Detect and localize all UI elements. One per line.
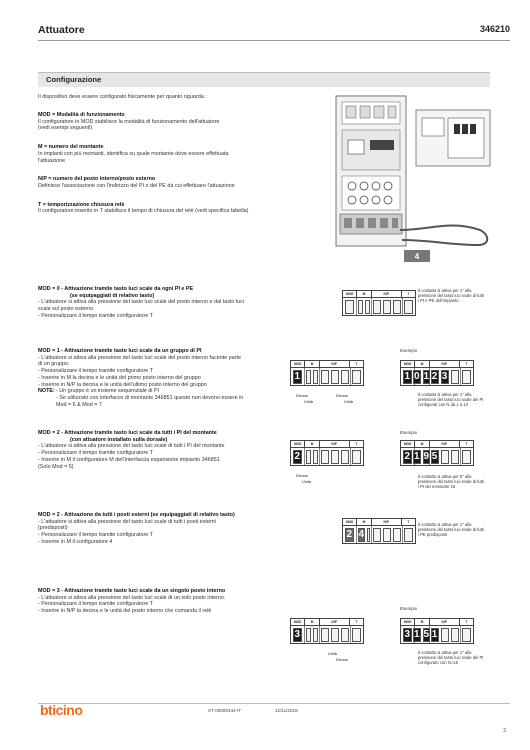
block-3-text — [38, 512, 278, 546]
b2-col-m: M — [305, 441, 319, 447]
block-line: - Personalizzare il tempo tramite configuratore T — [38, 601, 153, 608]
document-number: ST-00000444-IT — [208, 708, 242, 713]
b2-slot — [321, 450, 329, 464]
block-line: scale sul posto esterno. — [38, 306, 95, 313]
b0-col-mod: MOD — [343, 291, 357, 297]
b2ex-cell — [430, 448, 461, 465]
b1-slot — [306, 370, 311, 384]
page-number: 2 — [503, 728, 506, 734]
def-np-line: Definisce l'associazione con l'indirizzo del PI o del PE da cui effettuare l'attuazione — [38, 182, 235, 189]
b1ex-slot — [462, 370, 471, 384]
b1-cell — [291, 368, 305, 385]
b4ex-col-t: T — [465, 620, 468, 624]
block-note — [418, 288, 498, 304]
b4-slot — [306, 628, 311, 642]
b2-table-header — [291, 441, 363, 448]
b4ex-digit: 5 — [423, 628, 430, 640]
b4-slot — [352, 628, 361, 642]
b0-table-header — [343, 291, 415, 298]
b2-col-np: N/P — [320, 441, 350, 447]
b4-col-m: M — [305, 619, 319, 625]
b4-slot — [341, 628, 349, 642]
b2-slot — [313, 450, 318, 464]
b3-col-mod: MOD — [343, 519, 357, 525]
arrow-label: Unità — [328, 652, 337, 656]
b2ex-col-np: N/P — [430, 441, 460, 447]
b4ex-table-header — [401, 619, 473, 626]
footer-divider — [38, 703, 510, 704]
b0-cell — [343, 298, 357, 315]
b1-col-t: T — [355, 362, 358, 366]
b4ex-cell — [415, 626, 430, 643]
b2ex-slot — [451, 450, 459, 464]
block-note — [418, 522, 498, 538]
note-line: configurato con N=15 — [418, 660, 458, 666]
b3-table-header — [343, 519, 415, 526]
b0-slot — [393, 300, 401, 314]
b3-digit: 4 — [358, 528, 365, 540]
b4-table-body — [291, 626, 363, 643]
note-line: pressione del tasto luci scale di tutti — [418, 527, 484, 533]
b3-slot — [367, 528, 369, 542]
b0-slot — [383, 300, 391, 314]
block-line: (predisposti) — [38, 525, 68, 532]
block-1-text — [38, 348, 278, 408]
b3-slot — [373, 528, 381, 542]
def-t-title: T = temporizzazione chiusura relè — [38, 201, 125, 208]
def-m-line: In impianti con più montanti, identifica su quale montante deve essere effettuata — [38, 150, 229, 157]
b2ex-table-body — [401, 448, 473, 465]
b1-table-header — [291, 361, 363, 368]
b2ex-col-mod: MOD — [401, 441, 415, 447]
b2-cell — [320, 448, 351, 465]
note-line: - Se utilizzato con interfacce di montante 346851 questo non devono essere in — [56, 394, 244, 401]
block-title: MOD = 0 - Attivazione tramite tasto luci scale da ogni PI e PE — [38, 286, 194, 292]
b1-slot — [331, 370, 339, 384]
note-line: Il contatto si attiva per 1" alla — [418, 392, 472, 397]
b2-slot — [306, 450, 311, 464]
b1ex-digit: 1 — [423, 370, 430, 382]
b4ex-digit: 1 — [431, 628, 438, 640]
b1-slot — [313, 370, 318, 384]
arrow-label: Decine — [336, 394, 348, 398]
note-line: Il contatto si attiva per 1" alla — [418, 522, 472, 527]
b2ex-digit: 5 — [431, 450, 438, 462]
b3-col-m: M — [357, 519, 371, 525]
definitions — [38, 112, 328, 215]
b2-cell — [305, 448, 320, 465]
b4ex-digit: 1 — [413, 628, 420, 640]
note-line: Il contatto si attiva per 5" alla — [418, 474, 472, 479]
block-line: - L'attuatore si attiva alla pressione del tasto luci scale di tutti i PI del montante — [38, 443, 225, 450]
b1ex-table — [400, 360, 474, 386]
b2-cell — [351, 448, 364, 465]
note-line: Mod = 6 & Mod = 7 — [56, 401, 102, 408]
b4-cell — [320, 626, 351, 643]
b2ex-digit: 1 — [413, 450, 420, 462]
b1ex-digit: 1 — [404, 370, 411, 382]
b1-slot — [341, 370, 349, 384]
b2ex-digit: 9 — [423, 450, 430, 462]
b1ex-digit: 0 — [413, 370, 420, 382]
b1ex-col-mod: MOD — [401, 361, 415, 367]
b0-slot — [404, 300, 413, 314]
b1-cell — [305, 368, 320, 385]
b2-slot — [331, 450, 339, 464]
note-line: i PI del montante 19 — [418, 484, 456, 490]
b3-col-np: N/P — [372, 519, 402, 525]
note-line: configurati con N da 1 a 12 — [418, 402, 469, 408]
block-line: - Personalizzare il tempo tramite configuratore T — [38, 450, 153, 457]
b4-digit: 3 — [294, 628, 301, 640]
b1ex-cell — [430, 368, 461, 385]
b2ex-slot — [441, 450, 449, 464]
b0-slot — [373, 300, 381, 314]
b4-table — [290, 618, 364, 644]
b1-slot — [321, 370, 329, 384]
b4-slot — [331, 628, 339, 642]
def-m-title: M = numero del montante — [38, 144, 104, 151]
block-line: - Personalizzare il tempo tramite configuratore T — [38, 532, 153, 539]
b3-slot — [383, 528, 391, 542]
device-illustration — [330, 90, 500, 270]
b1ex-col-t: T — [465, 362, 468, 366]
block-title: (con attuatore installato sulla dorsale) — [70, 436, 168, 443]
section-title: Configurazione — [46, 75, 102, 84]
def-mod-title: MOD = Modalità di funzionamento — [38, 112, 125, 118]
b1ex-table-body — [401, 368, 473, 385]
b1-cell — [351, 368, 364, 385]
b3-table — [342, 518, 416, 544]
block-4-text — [38, 588, 278, 615]
b4ex-slot — [462, 628, 471, 642]
b2ex-digit: 2 — [404, 450, 411, 462]
b4-slot — [313, 628, 318, 642]
def-mod-line: (vedi esempi seguenti) — [38, 125, 93, 132]
b4ex-col-mod: MOD — [401, 619, 415, 625]
b1ex-cell — [415, 368, 430, 385]
b1ex-digit: 2 — [431, 370, 438, 382]
b0-cell — [372, 298, 403, 315]
b0-cell — [357, 298, 372, 315]
b4-col-t: T — [355, 620, 358, 624]
def-np-title: N/P = numero del posto interno/posto esterno — [38, 176, 156, 183]
block-line: - Personalizzare il tempo tramite configuratore T — [38, 312, 153, 319]
block-note — [418, 650, 498, 666]
block-line: - Personalizzare il tempo tramite configuratore T — [38, 368, 153, 375]
b4-slot — [321, 628, 329, 642]
block-note — [418, 392, 498, 408]
b1ex-col-m: M — [415, 361, 429, 367]
b4-col-mod: MOD — [291, 619, 305, 625]
b2-digit: 2 — [294, 450, 301, 462]
b3-slot — [404, 528, 413, 542]
example-label: Esempio — [400, 348, 418, 353]
b2ex-col-m: M — [415, 441, 429, 447]
b0-cell — [403, 298, 416, 315]
b2ex-col-t: T — [465, 442, 468, 446]
arrow-label: Unità — [304, 400, 313, 404]
block-line: - Inserire in M la decina e le unità del primo posto interno del gruppo — [38, 374, 201, 381]
note-line: i PE predisposti — [418, 532, 448, 538]
block-title: (se equipaggiati di relativo tasto) — [70, 292, 155, 299]
b4ex-slot — [451, 628, 459, 642]
document-date: 12/11/2018 — [275, 708, 298, 713]
block-title: MOD = 2 - Attivazione da tutti i posti esterni (se equipaggiati di relativo tasto) — [38, 512, 235, 518]
b0-table — [342, 290, 416, 316]
page-title: Attuatore — [38, 24, 85, 36]
b1-slot — [352, 370, 361, 384]
b1ex-table-header — [401, 361, 473, 368]
b2ex-slot — [462, 450, 471, 464]
b1-table — [290, 360, 364, 386]
b4-cell — [351, 626, 364, 643]
b4ex-digit: 3 — [404, 628, 411, 640]
example-label: Esempio — [400, 430, 418, 435]
b2-cell — [291, 448, 305, 465]
b2-table — [290, 440, 364, 466]
b2ex-table — [400, 440, 474, 466]
block-note — [418, 474, 498, 490]
block-title: MOD = 3 - Attivazione tramite tasto luci scale da un singolo posto interno — [38, 588, 226, 594]
device-arrow-label: 4 — [414, 252, 420, 261]
block-line: - L'attuatore si attiva alla pressione del tasto luci scale di un solo posto interno. — [38, 594, 226, 601]
b2-col-t: T — [355, 442, 358, 446]
b1-digit: 1 — [294, 370, 301, 382]
notes-label: NOTE: — [38, 388, 55, 395]
b4ex-cell — [430, 626, 461, 643]
b3-digit: 2 — [346, 528, 353, 540]
brand-logo: bticino — [40, 702, 83, 718]
notes-body — [56, 388, 243, 408]
b1ex-cell — [461, 368, 474, 385]
b1ex-digit: 3 — [441, 370, 448, 382]
block-line: - Inserire in N/P la decina e le unità del posto interno che comanda il relè — [38, 608, 212, 615]
b4ex-table-body — [401, 626, 473, 643]
b1ex-slot — [451, 370, 459, 384]
b0-slot — [365, 300, 370, 314]
def-mod-line: Il configuratore in MOD stabilisce la modalità di funzionamento dell'attuatore — [38, 118, 220, 125]
block-line: - L'attuatore si attiva alla pressione del tasto luci scale del posto interno e dal tasto luci — [38, 299, 244, 306]
header-divider — [38, 40, 510, 41]
product-code: 346210 — [479, 24, 510, 34]
note-line: i PI e PE dell'impianto — [418, 298, 459, 304]
b1-col-mod: MOD — [291, 361, 305, 367]
block-line: - Inserire in M il configuratore M dell'interfaccia espansione impianto 346851 — [38, 456, 220, 463]
b0-col-t: T — [407, 292, 410, 296]
block-line: (Solo Mod = 5) — [38, 463, 74, 470]
b1-cell — [320, 368, 351, 385]
note-line: pressione del tasto luci scale del PI — [418, 655, 484, 661]
b4ex-col-m: M — [415, 619, 429, 625]
def-t-line: Il configuratore inserito in T stabilisce il tempo di chiusura del relè (vedi specifica tabella) — [38, 208, 249, 215]
block-line: di un gruppo. — [38, 361, 70, 368]
intro-text: Il dispositivo deve essere configurato fisicamente per quanto riguarda : — [38, 94, 207, 100]
b0-table-body — [343, 298, 415, 315]
b4-cell — [305, 626, 320, 643]
b2ex-cell — [461, 448, 474, 465]
b0-col-m: M — [357, 291, 371, 297]
b2-table-body — [291, 448, 363, 465]
b2-slot — [352, 450, 361, 464]
block-title: MOD = 2 - Attivazione tramite tasto luci scale da tutti i PI del montante — [38, 430, 217, 436]
block-line: - Inserire in N/P la decina e le unità dell'ultimo posto interno del gruppo — [38, 381, 207, 388]
note-line: Il contatto si attiva per 1" alla — [418, 650, 472, 655]
b2-col-mod: MOD — [291, 441, 305, 447]
b4-table-header — [291, 619, 363, 626]
block-2-text — [38, 430, 278, 470]
b4ex-cell — [461, 626, 474, 643]
b0-slot — [345, 300, 354, 314]
note-line: pressione del tasto luci scale di tutti — [418, 293, 484, 299]
b3-cell — [357, 526, 372, 543]
b2ex-table-header — [401, 441, 473, 448]
note-line: - Un gruppo è un insieme sequenziale di PI — [56, 388, 160, 395]
b3-table-body — [343, 526, 415, 543]
block-line: - L'attuatore si attiva alla pressione del tasto luci scale di tutti i posti esterni — [38, 518, 216, 525]
note-line: pressione del tasto luci scale di tutti — [418, 479, 484, 485]
note-line: pressione del tasto luci scale dei PI — [418, 397, 484, 403]
b1-col-np: N/P — [320, 361, 350, 367]
example-label: Esempio — [400, 606, 418, 611]
b0-slot — [358, 300, 363, 314]
b4ex-table — [400, 618, 474, 644]
b1-table-body — [291, 368, 363, 385]
arrow-label: Unità — [302, 480, 311, 484]
arrow-label: Decine — [336, 658, 348, 662]
b3-cell — [343, 526, 357, 543]
b4-cell — [291, 626, 305, 643]
b2ex-cell — [415, 448, 430, 465]
b4-col-np: N/P — [320, 619, 350, 625]
arrow-label: Decine — [296, 394, 308, 398]
b3-cell — [372, 526, 403, 543]
b3-cell — [403, 526, 416, 543]
def-m-line: l'attuazione — [38, 157, 66, 164]
b4ex-col-np: N/P — [430, 619, 460, 625]
block-line: - Inserire in M il configuratore 4 — [38, 538, 113, 545]
b0-col-np: N/P — [372, 291, 402, 297]
b4ex-slot — [441, 628, 449, 642]
block-0-text — [38, 286, 278, 320]
arrow-label: Decine — [296, 474, 308, 478]
arrow-label: Unità — [344, 400, 353, 404]
notes-row — [38, 388, 278, 408]
b3-slot — [393, 528, 401, 542]
block-title: MOD = 1 - Attivazione tramite tasto luci scale da un gruppo di PI — [38, 348, 202, 354]
section-header — [38, 72, 490, 87]
b2-slot — [341, 450, 349, 464]
b1-col-m: M — [305, 361, 319, 367]
b1ex-col-np: N/P — [430, 361, 460, 367]
block-line: - L'attuatore si attiva alla pressione del tasto luci scale del posto interno facente parte — [38, 354, 241, 361]
b3-col-t: T — [407, 520, 410, 524]
note-line: Il contatto si attiva per 1" alla — [418, 288, 472, 293]
